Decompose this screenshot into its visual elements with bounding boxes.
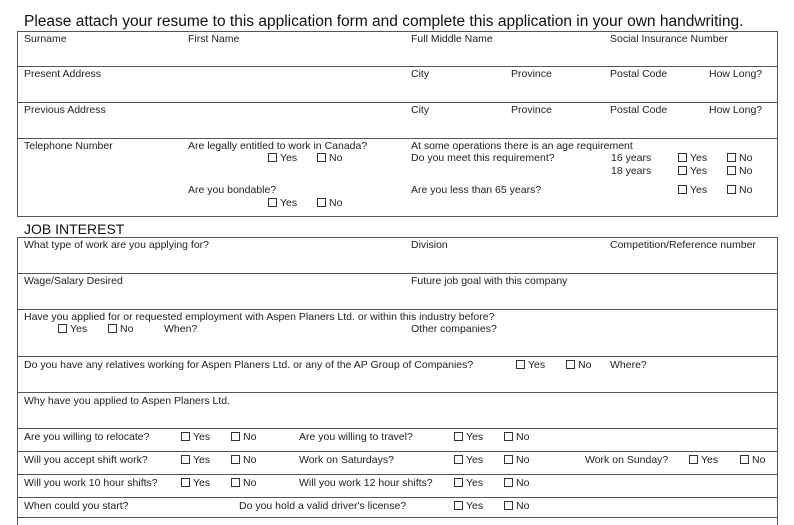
travel-yes-checkbox[interactable]: Yes [454, 431, 483, 443]
relocate-label: Are you willing to relocate? [24, 431, 150, 443]
middle-name-label: Full Middle Name [411, 33, 493, 45]
travel-label: Are you willing to travel? [299, 431, 413, 443]
bondable-label: Are you bondable? [188, 184, 277, 196]
saturdays-label: Work on Saturdays? [299, 454, 394, 466]
relocate-no-checkbox[interactable]: No [231, 431, 256, 443]
shift-no-checkbox[interactable]: No [231, 454, 256, 466]
under-65-label: Are you less than 65 years? [411, 184, 542, 196]
age-16-label: 16 years [611, 152, 652, 164]
ten-hour-no-checkbox[interactable]: No [231, 477, 256, 489]
relocate-yes-checkbox[interactable]: Yes [181, 431, 210, 443]
when-label: When? [164, 323, 198, 335]
applied-yes-checkbox[interactable]: Yes [58, 323, 87, 335]
sunday-yes-checkbox[interactable]: Yes [689, 454, 718, 466]
ten-hour-yes-checkbox[interactable]: Yes [181, 477, 210, 489]
competition-ref-label: Competition/Reference number [610, 239, 756, 251]
rule [17, 102, 778, 103]
twelve-hour-label: Will you work 12 hour shifts? [299, 477, 433, 489]
telephone-label: Telephone Number [24, 140, 113, 152]
relatives-no-checkbox[interactable]: No [566, 359, 591, 371]
license-no-checkbox[interactable]: No [504, 500, 529, 512]
age-18-label: 18 years [611, 165, 652, 177]
relatives-label: Do you have any relatives working for Aspen Planers Ltd. or any of the AP Group of Companies? [24, 359, 474, 371]
rule [17, 273, 778, 274]
rule [777, 31, 778, 217]
where-label: Where? [610, 359, 647, 371]
work-type-label: What type of work are you applying for? [24, 239, 210, 251]
under65-no-checkbox[interactable]: No [727, 184, 752, 196]
rule [17, 474, 778, 475]
sin-label: Social Insurance Number [610, 33, 728, 45]
age18-no-checkbox[interactable]: No [727, 165, 752, 177]
age18-yes-checkbox[interactable]: Yes [678, 165, 707, 177]
saturday-no-checkbox[interactable]: No [504, 454, 529, 466]
surname-label: Surname [24, 33, 67, 45]
rule [17, 356, 778, 357]
age16-no-checkbox[interactable]: No [727, 152, 752, 164]
shift-work-label: Will you accept shift work? [24, 454, 148, 466]
rule [17, 517, 778, 518]
job-interest-heading: JOB INTEREST [24, 221, 125, 237]
age-requirement-note: At some operations there is an age requirement [411, 140, 633, 152]
bondable-yes-checkbox[interactable]: Yes [268, 197, 297, 209]
relatives-yes-checkbox[interactable]: Yes [516, 359, 545, 371]
why-applied-label: Why have you applied to Aspen Planers Ltd. [24, 395, 231, 407]
legal-yes-checkbox[interactable]: Yes [268, 152, 297, 164]
travel-no-checkbox[interactable]: No [504, 431, 529, 443]
applied-before-label: Have you applied for or requested employment with Aspen Planers Ltd. or within this industry before? [24, 311, 495, 323]
rule [17, 392, 778, 393]
bondable-no-checkbox[interactable]: No [317, 197, 342, 209]
city-label: City [411, 68, 430, 80]
age16-yes-checkbox[interactable]: Yes [678, 152, 707, 164]
license-yes-checkbox[interactable]: Yes [454, 500, 483, 512]
rule [17, 309, 778, 310]
rule [17, 138, 778, 139]
city-label: City [411, 104, 430, 116]
rule [17, 31, 18, 217]
under65-yes-checkbox[interactable]: Yes [678, 184, 707, 196]
how-long-label: How Long? [709, 68, 763, 80]
rule [777, 237, 778, 525]
start-label: When could you start? [24, 500, 129, 512]
rule [17, 237, 778, 238]
postal-code-label: Postal Code [610, 104, 668, 116]
future-goal-label: Future job goal with this company [411, 275, 568, 287]
saturday-yes-checkbox[interactable]: Yes [454, 454, 483, 466]
rule [17, 428, 778, 429]
applied-no-checkbox[interactable]: No [108, 323, 133, 335]
how-long-label: How Long? [709, 104, 763, 116]
division-label: Division [411, 239, 448, 251]
rule [17, 216, 778, 217]
postal-code-label: Postal Code [610, 68, 668, 80]
first-name-label: First Name [188, 33, 240, 45]
rule [17, 31, 778, 32]
rule [17, 497, 778, 498]
rule [17, 237, 18, 525]
license-label: Do you hold a valid driver's license? [239, 500, 407, 512]
sunday-no-checkbox[interactable]: No [740, 454, 765, 466]
legally-entitled-label: Are legally entitled to work in Canada? [188, 140, 368, 152]
rule [17, 451, 778, 452]
age-requirement-question: Do you meet this requirement? [411, 152, 555, 164]
rule [17, 66, 778, 67]
province-label: Province [511, 68, 552, 80]
legal-no-checkbox[interactable]: No [317, 152, 342, 164]
wage-label: Wage/Salary Desired [24, 275, 123, 287]
present-address-label: Present Address [24, 68, 102, 80]
shift-yes-checkbox[interactable]: Yes [181, 454, 210, 466]
previous-address-label: Previous Address [24, 104, 106, 116]
other-companies-label: Other companies? [411, 323, 497, 335]
form-instruction: Please attach your resume to this application form and complete this application in your own handwriting. [24, 13, 744, 30]
province-label: Province [511, 104, 552, 116]
twelve-hour-yes-checkbox[interactable]: Yes [454, 477, 483, 489]
ten-hour-label: Will you work 10 hour shifts? [24, 477, 158, 489]
sunday-label: Work on Sunday? [585, 454, 669, 466]
twelve-hour-no-checkbox[interactable]: No [504, 477, 529, 489]
